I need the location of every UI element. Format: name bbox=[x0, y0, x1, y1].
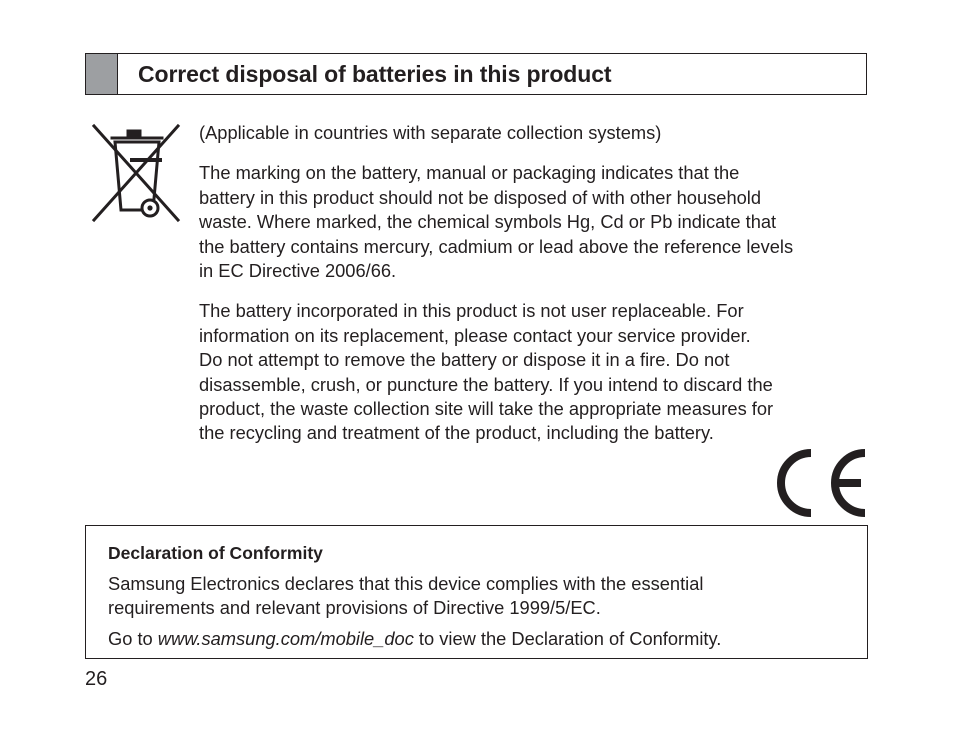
applicable-note: (Applicable in countries with separate collection systems) bbox=[199, 122, 662, 143]
goto-prefix: Go to bbox=[108, 628, 158, 649]
replacement-line: product, the waste collection site will take the appropriate measures for bbox=[199, 398, 774, 420]
marking-line: The marking on the battery, manual or packaging indicates that the bbox=[199, 162, 740, 184]
declaration-box bbox=[85, 525, 868, 659]
declaration-line: Samsung Electronics declares that this device complies with the essential bbox=[108, 573, 704, 594]
replacement-line: information on its replacement, please contact your service provider. bbox=[199, 324, 751, 346]
replacement-line: disassemble, crush, or puncture the battery. If you intend to discard the bbox=[199, 373, 773, 395]
disposal-body bbox=[199, 121, 869, 462]
goto-suffix: to view the Declaration of Conformity. bbox=[413, 628, 722, 649]
ce-mark-icon bbox=[771, 448, 869, 518]
replacement-line: Do not attempt to remove the battery or dispose it in a fire. Do not bbox=[199, 349, 730, 371]
section-header-marker bbox=[86, 54, 118, 94]
marking-paragraph bbox=[199, 161, 869, 283]
marking-line: in EC Directive 2006/66. bbox=[199, 260, 397, 282]
declaration-line: requirements and relevant provisions of Directive 1999/5/EC. bbox=[108, 597, 601, 618]
marking-line: the battery contains mercury, cadmium or lead above the reference levels bbox=[199, 235, 794, 257]
marking-line: waste. Where marked, the chemical symbols Hg, Cd or Pb indicate that bbox=[199, 211, 777, 233]
section-title: Correct disposal of batteries in this product bbox=[138, 60, 612, 87]
crossed-out-wheelie-bin-icon bbox=[90, 122, 184, 224]
declaration-title: Declaration of Conformity bbox=[108, 543, 323, 563]
declaration-statement bbox=[108, 572, 845, 620]
page-number: 26 bbox=[85, 668, 108, 690]
section-header bbox=[85, 53, 867, 95]
replacement-paragraph bbox=[199, 299, 869, 445]
declaration-goto bbox=[108, 627, 845, 651]
marking-line: battery in this product should not be disposed of with other household bbox=[199, 186, 762, 208]
declaration-link[interactable]: www.samsung.com/mobile_doc bbox=[157, 628, 414, 649]
replacement-line: the recycling and treatment of the product, including the battery. bbox=[199, 422, 714, 444]
replacement-line: The battery incorporated in this product is not user replaceable. For bbox=[199, 300, 744, 322]
